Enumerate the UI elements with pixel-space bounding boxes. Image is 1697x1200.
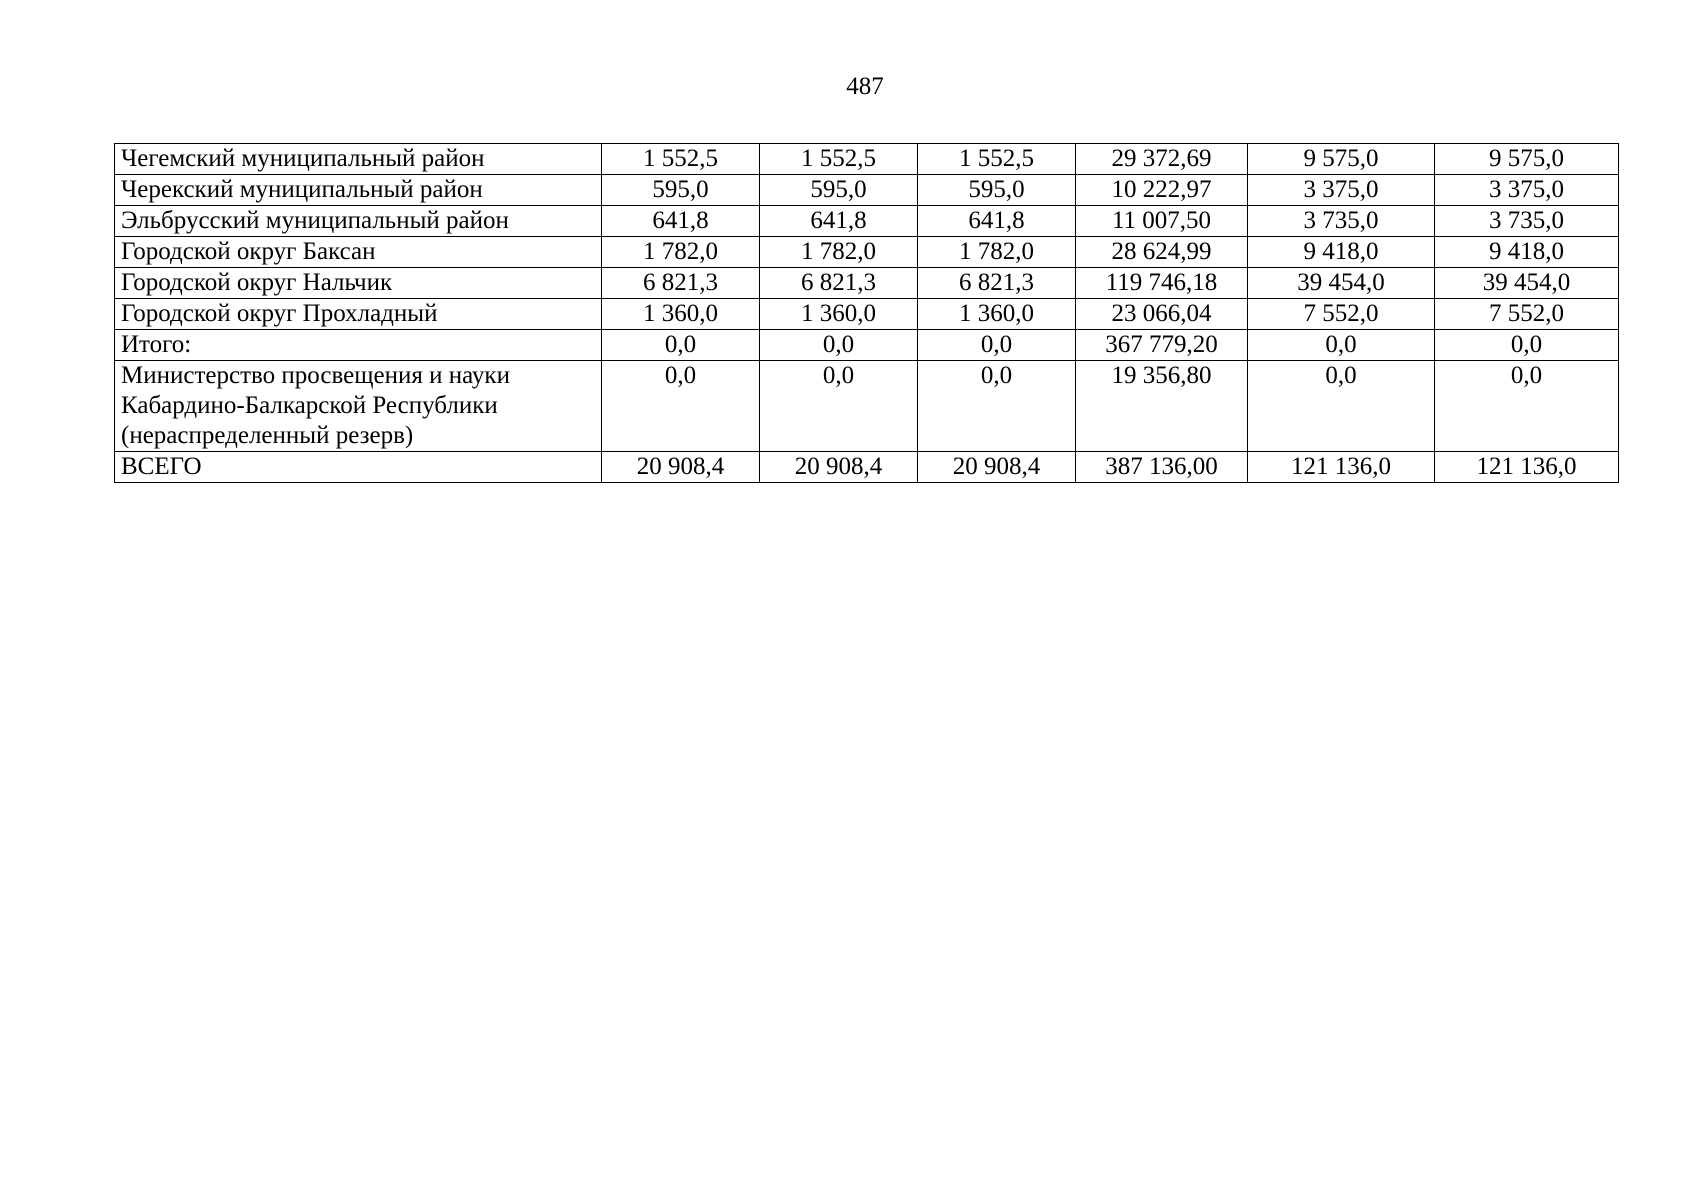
budget-distribution-table (114, 143, 1619, 483)
row-name-cell: ВСЕГО (115, 452, 602, 483)
table-row (115, 206, 1619, 237)
row-name-cell: Черекский муниципальный район (115, 175, 602, 206)
value-cell: 28 624,99 (1076, 237, 1248, 268)
value-cell: 595,0 (602, 175, 760, 206)
value-cell: 9 418,0 (1435, 237, 1619, 268)
value-cell: 1 552,5 (602, 144, 760, 175)
row-name-cell: Министерство просвещения и науки Кабардино-Балкарской Республики (нераспределенный резерв) (115, 361, 602, 452)
value-cell: 6 821,3 (602, 268, 760, 299)
value-cell: 23 066,04 (1076, 299, 1248, 330)
value-cell: 0,0 (1435, 330, 1619, 361)
value-cell: 1 782,0 (918, 237, 1076, 268)
value-cell: 10 222,97 (1076, 175, 1248, 206)
value-cell: 3 375,0 (1248, 175, 1435, 206)
value-cell: 39 454,0 (1248, 268, 1435, 299)
row-name-cell: Чегемский муниципальный район (115, 144, 602, 175)
value-cell: 6 821,3 (760, 268, 918, 299)
value-cell: 1 360,0 (760, 299, 918, 330)
value-cell: 0,0 (760, 330, 918, 361)
value-cell: 9 575,0 (1435, 144, 1619, 175)
value-cell: 3 735,0 (1248, 206, 1435, 237)
value-cell: 3 735,0 (1435, 206, 1619, 237)
value-cell: 0,0 (1435, 361, 1619, 452)
value-cell: 641,8 (760, 206, 918, 237)
value-cell: 595,0 (918, 175, 1076, 206)
value-cell: 641,8 (602, 206, 760, 237)
row-name-cell: Итого: (115, 330, 602, 361)
value-cell: 0,0 (760, 361, 918, 452)
value-cell: 0,0 (1248, 361, 1435, 452)
table-row (115, 175, 1619, 206)
value-cell: 387 136,00 (1076, 452, 1248, 483)
row-name-cell: Эльбрусский муниципальный район (115, 206, 602, 237)
value-cell: 1 782,0 (760, 237, 918, 268)
value-cell: 1 552,5 (760, 144, 918, 175)
value-cell: 595,0 (760, 175, 918, 206)
table-row (115, 268, 1619, 299)
value-cell: 1 552,5 (918, 144, 1076, 175)
reserve-row (115, 361, 1619, 452)
row-name-cell: Городской округ Прохладный (115, 299, 602, 330)
value-cell: 121 136,0 (1248, 452, 1435, 483)
page-number: 487 (846, 73, 884, 100)
value-cell: 121 136,0 (1435, 452, 1619, 483)
value-cell: 20 908,4 (602, 452, 760, 483)
value-cell: 0,0 (602, 361, 760, 452)
table-row (115, 237, 1619, 268)
row-name-cell: Городской округ Баксан (115, 237, 602, 268)
value-cell: 9 418,0 (1248, 237, 1435, 268)
value-cell: 7 552,0 (1435, 299, 1619, 330)
value-cell: 1 360,0 (602, 299, 760, 330)
value-cell: 641,8 (918, 206, 1076, 237)
grand-total-row (115, 452, 1619, 483)
value-cell: 119 746,18 (1076, 268, 1248, 299)
value-cell: 20 908,4 (760, 452, 918, 483)
value-cell: 20 908,4 (918, 452, 1076, 483)
row-name-cell: Городской округ Нальчик (115, 268, 602, 299)
value-cell: 0,0 (918, 330, 1076, 361)
value-cell: 367 779,20 (1076, 330, 1248, 361)
value-cell: 0,0 (602, 330, 760, 361)
value-cell: 9 575,0 (1248, 144, 1435, 175)
value-cell: 1 782,0 (602, 237, 760, 268)
value-cell: 0,0 (1248, 330, 1435, 361)
value-cell: 6 821,3 (918, 268, 1076, 299)
value-cell: 11 007,50 (1076, 206, 1248, 237)
table-row (115, 144, 1619, 175)
value-cell: 39 454,0 (1435, 268, 1619, 299)
subtotal-row (115, 330, 1619, 361)
value-cell: 7 552,0 (1248, 299, 1435, 330)
value-cell: 1 360,0 (918, 299, 1076, 330)
value-cell: 0,0 (918, 361, 1076, 452)
value-cell: 19 356,80 (1076, 361, 1248, 452)
value-cell: 3 375,0 (1435, 175, 1619, 206)
value-cell: 29 372,69 (1076, 144, 1248, 175)
table-row (115, 299, 1619, 330)
